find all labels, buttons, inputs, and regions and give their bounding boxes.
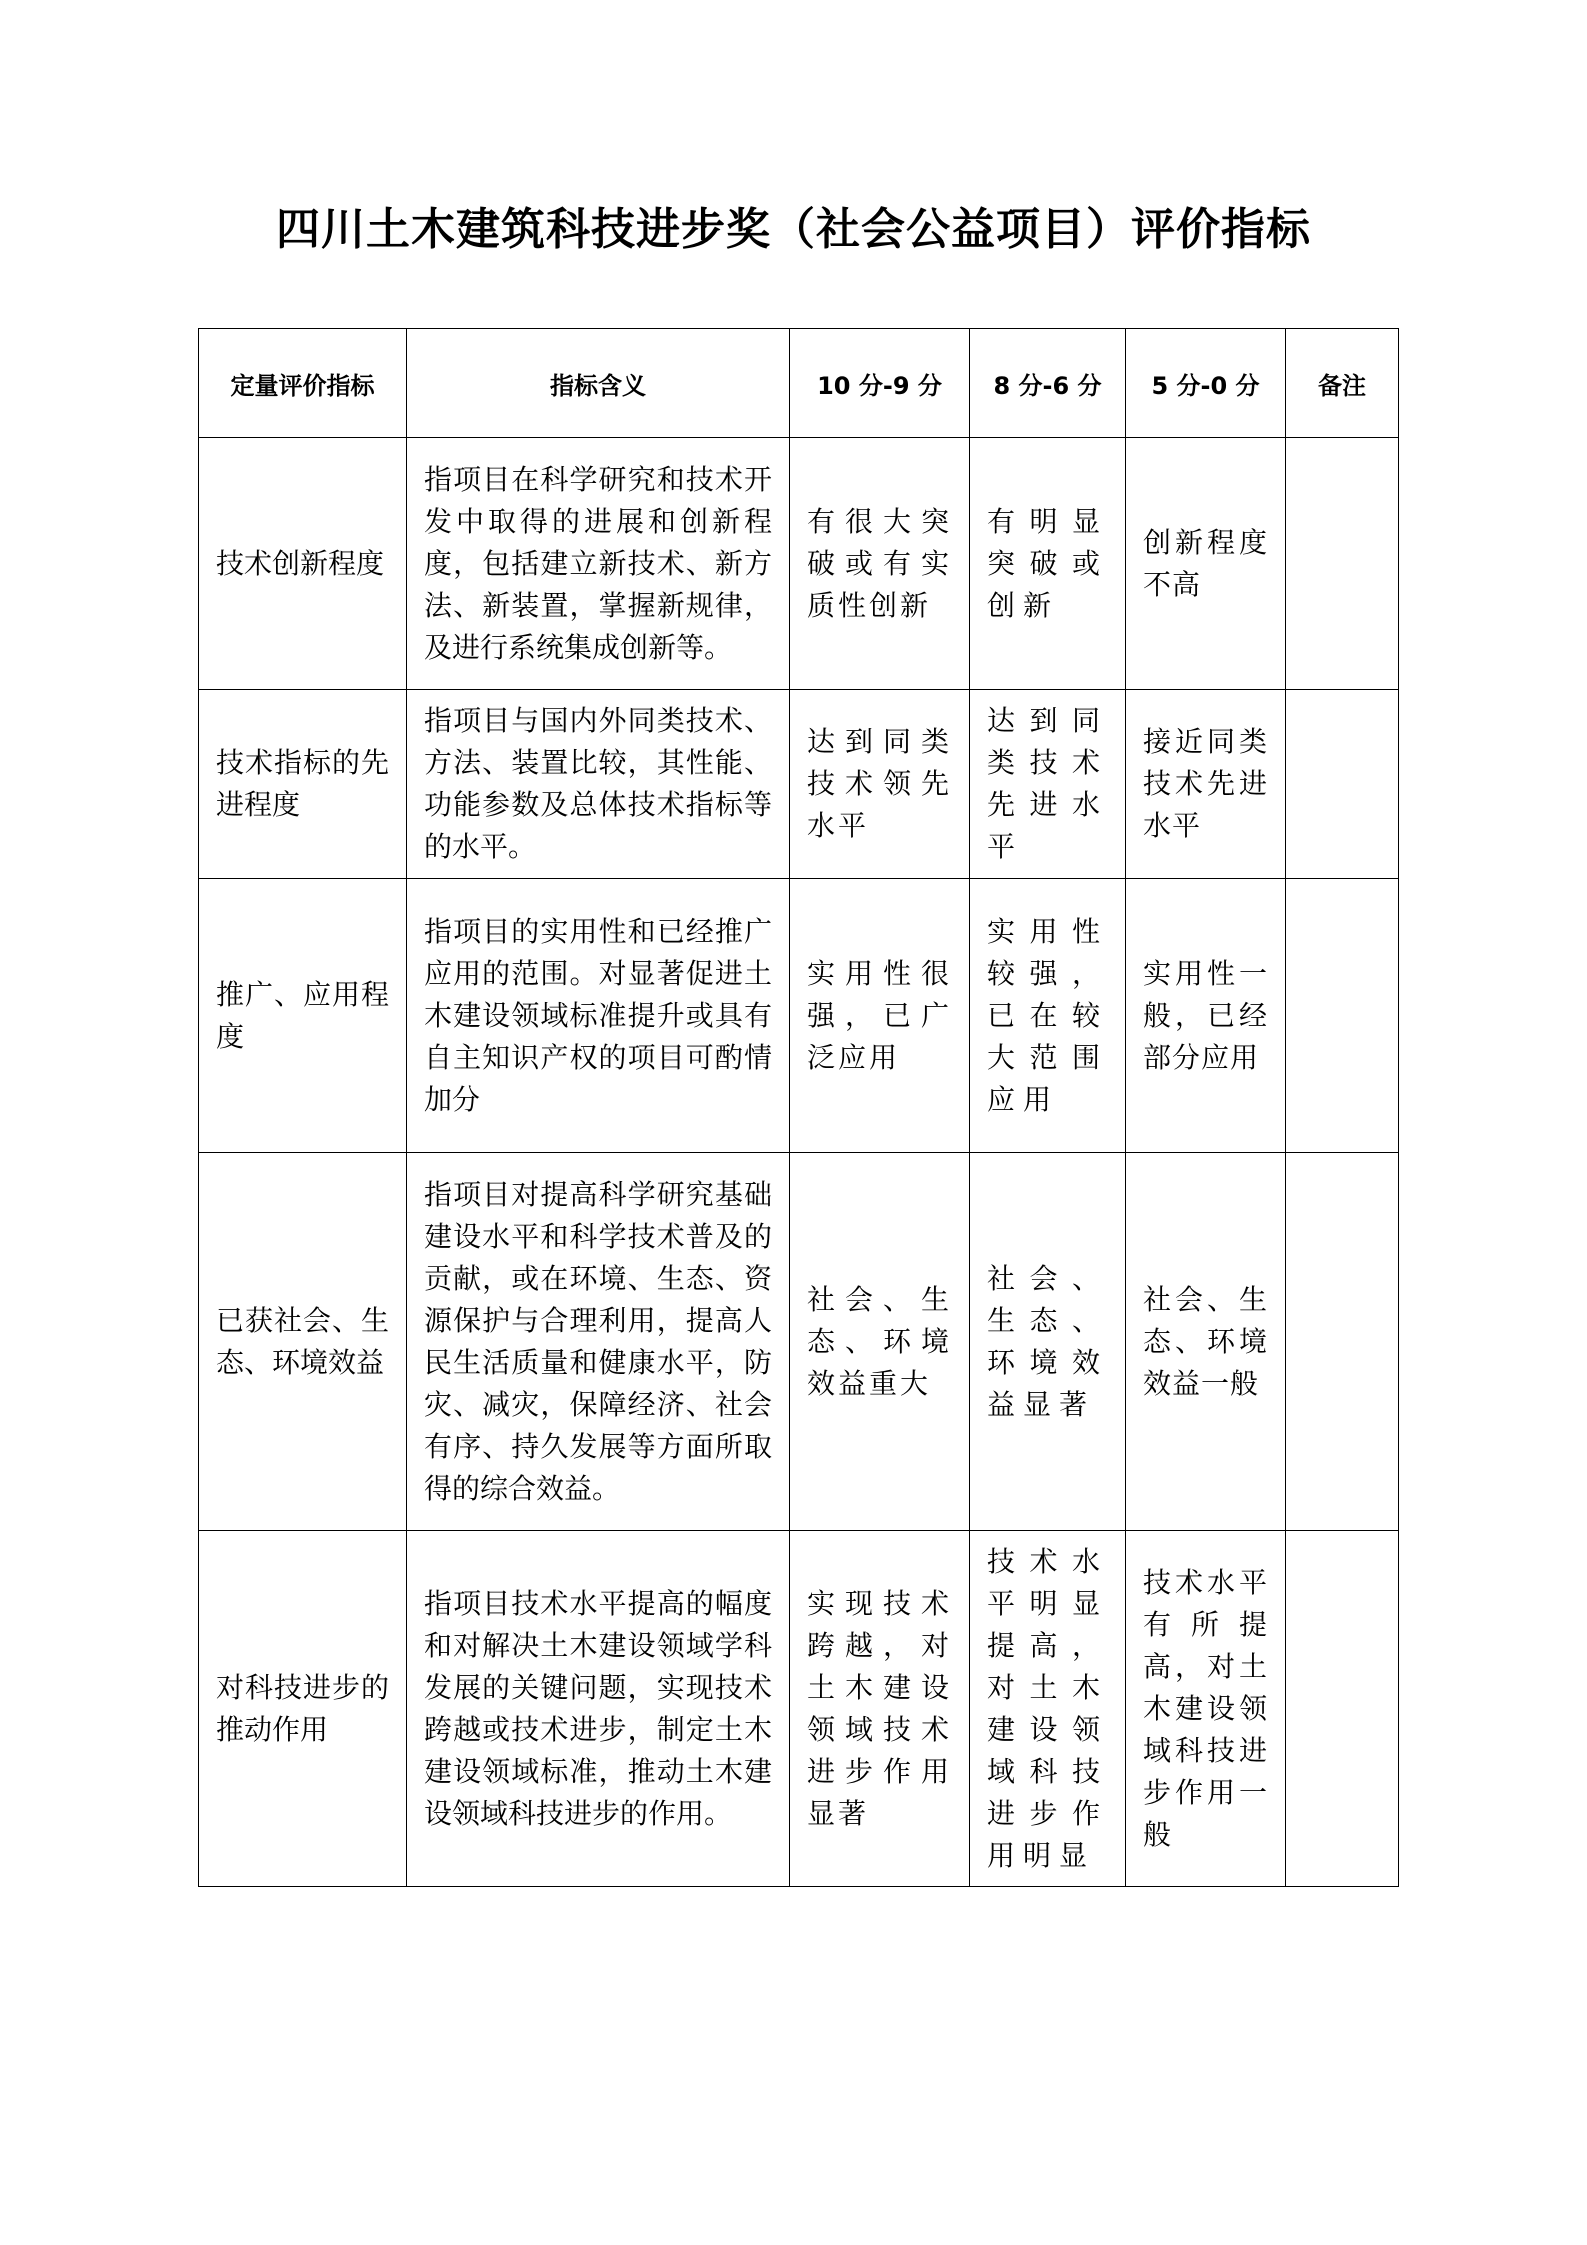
- header-indicator: 定量评价指标: [199, 329, 407, 438]
- table-row: [199, 1531, 1399, 1887]
- header-score-10-9: 10 分-9 分: [790, 329, 970, 438]
- score-10-9-cell: 实现技术跨越，对土木建设领域技术进步作用显著: [790, 1531, 970, 1887]
- score-8-6-cell: 达到同类技术先进水平: [970, 690, 1126, 879]
- indicator-cell: 技术创新程度: [199, 438, 407, 690]
- score-8-6-cell: 实用性较强，已在较大范围应用: [970, 879, 1126, 1153]
- header-score-5-0: 5 分-0 分: [1126, 329, 1286, 438]
- indicator-cell: 对科技进步的推动作用: [199, 1531, 407, 1887]
- score-5-0-cell: 接近同类技术先进水平: [1126, 690, 1286, 879]
- note-cell: [1286, 690, 1399, 879]
- score-5-0-cell: 技术水平有所提高，对土木建设领域科技进步作用一般: [1126, 1531, 1286, 1887]
- score-10-9-cell: 达到同类技术领先水平: [790, 690, 970, 879]
- score-8-6-cell: 有明显突破或创新: [970, 438, 1126, 690]
- header-note: 备注: [1286, 329, 1399, 438]
- header-score-8-6: 8 分-6 分: [970, 329, 1126, 438]
- score-10-9-cell: 实用性很强，已广泛应用: [790, 879, 970, 1153]
- score-8-6-cell: 社会、生态、环境效益显著: [970, 1153, 1126, 1531]
- meaning-cell: 指项目与国内外同类技术、方法、装置比较，其性能、功能参数及总体技术指标等的水平。: [407, 690, 790, 879]
- table-header-row: [199, 329, 1399, 438]
- score-5-0-cell: 实用性一般，已经部分应用: [1126, 879, 1286, 1153]
- table-row: [199, 1153, 1399, 1531]
- table-row: [199, 879, 1399, 1153]
- note-cell: [1286, 438, 1399, 690]
- meaning-cell: 指项目的实用性和已经推广应用的范围。对显著促进土木建设领域标准提升或具有自主知识产权的项目可酌情加分: [407, 879, 790, 1153]
- meaning-cell: 指项目技术水平提高的幅度和对解决土木建设领域学科发展的关键问题，实现技术跨越或技术进步，制定土木建设领域标准，推动土木建设领域科技进步的作用。: [407, 1531, 790, 1887]
- evaluation-table: [198, 328, 1399, 1887]
- score-8-6-cell: 技术水平明显提高，对土木建设领域科技进步作用明显: [970, 1531, 1126, 1887]
- score-10-9-cell: 有很大突破或有实质性创新: [790, 438, 970, 690]
- meaning-cell: 指项目在科学研究和技术开发中取得的进展和创新程度，包括建立新技术、新方法、新装置，掌握新规律，及进行系统集成创新等。: [407, 438, 790, 690]
- score-5-0-cell: 创新程度不高: [1126, 438, 1286, 690]
- meaning-cell: 指项目对提高科学研究基础建设水平和科学技术普及的贡献，或在环境、生态、资源保护与合理利用，提高人民生活质量和健康水平，防灾、减灾，保障经济、社会有序、持久发展等方面所取得的综合效益。: [407, 1153, 790, 1531]
- indicator-cell: 技术指标的先进程度: [199, 690, 407, 879]
- score-5-0-cell: 社会、生态、环境效益一般: [1126, 1153, 1286, 1531]
- indicator-cell: 已获社会、生态、环境效益: [199, 1153, 407, 1531]
- indicator-cell: 推广、应用程度: [199, 879, 407, 1153]
- note-cell: [1286, 1153, 1399, 1531]
- note-cell: [1286, 1531, 1399, 1887]
- document-title: 四川土木建筑科技进步奖（社会公益项目）评价指标: [276, 204, 1311, 255]
- note-cell: [1286, 879, 1399, 1153]
- table-row: [199, 690, 1399, 879]
- table-row: [199, 438, 1399, 690]
- header-meaning: 指标含义: [407, 329, 790, 438]
- score-10-9-cell: 社会、生态、环境效益重大: [790, 1153, 970, 1531]
